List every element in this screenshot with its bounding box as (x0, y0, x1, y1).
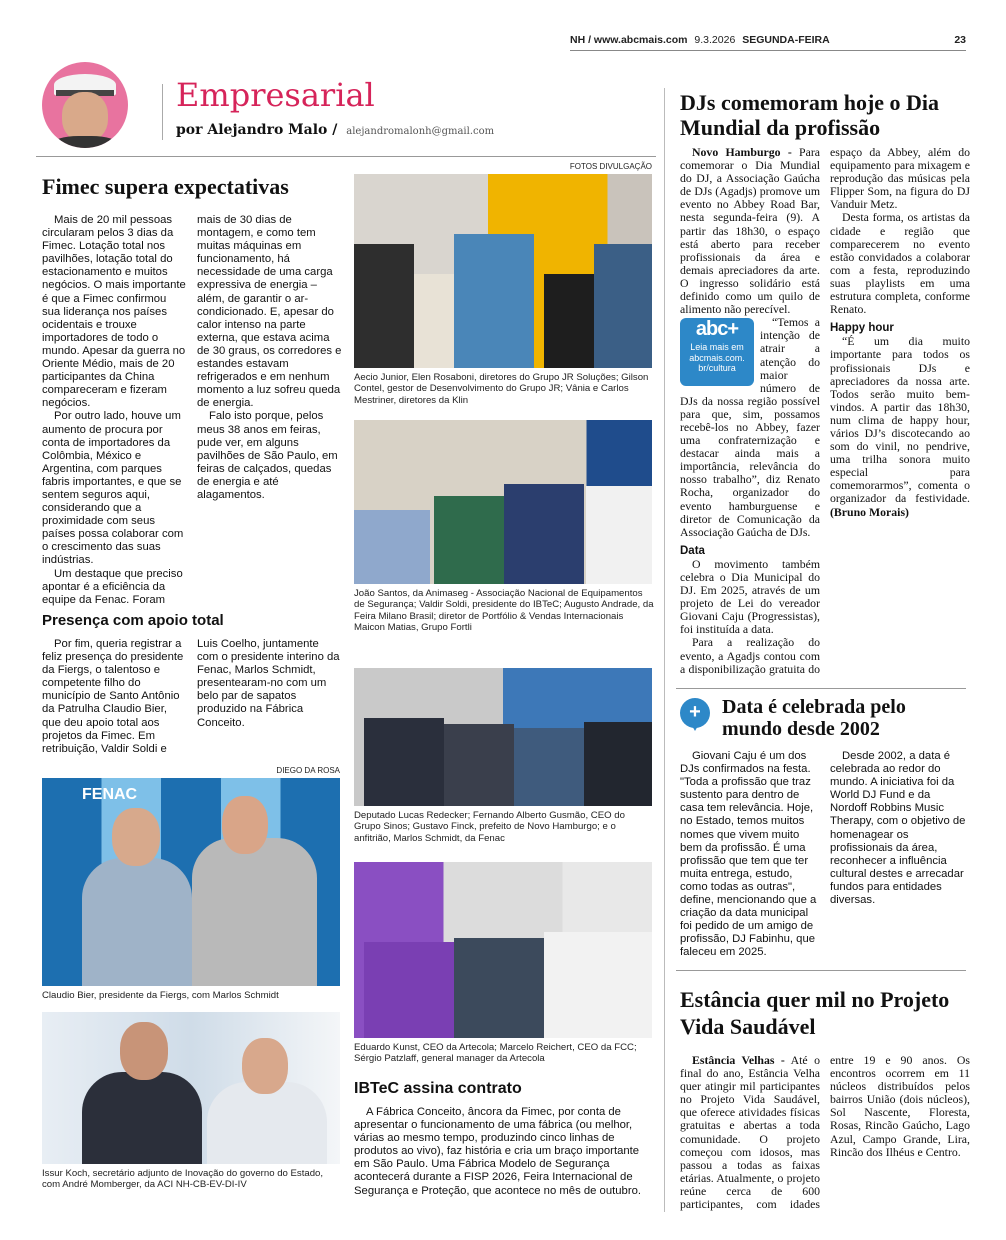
person-shape (586, 486, 652, 584)
caption-redecker: Deputado Lucas Redecker; Fernando Alberto Gusmão, CEO do Grupo Sinos; Gustavo Finck, prefeito de Novo Hamburgo; e o anfitrião, Marlos Schmidt, da Fenac (354, 810, 625, 844)
article-body-ibtec (354, 1106, 654, 1198)
paragraph: “É um dia muito importante para todos os profissionais DJs e apreciadores da nossa arte. Todos serão muito bem-vindos. A partir das 18h30, num clima de happy hour, vários DJ’s discotecando ao som do vinil, no pendrive, uma trilha sonora muito especial para comemorarmos”, comenta o organizador da festividade. (Bruno Morais) (830, 334, 970, 519)
photo-artecola (354, 862, 652, 1038)
promo-text: Leia mais em abcmais.com. br/cultura (680, 342, 754, 374)
paragraph: Falo isto porque, pelos meus 38 anos em feiras, pude ver, em alguns pavilhões de São Paulo, em feiras de calçados, quedas de energia e até alagamentos. (197, 410, 338, 501)
caption-claudio-bier: Claudio Bier, presidente da Fiergs, com Marlos Schmidt (42, 990, 279, 1001)
paragraph: Novo Hamburgo - Para comemorar o Dia Mundial do DJ, a Associação Gaúcha de DJs (Agadjs) promove um evento no Abbey Road Bar, nesta segunda-feira (9). A partir das 18h30, o espaço está aberto para receber profissionais da área e demais apreciadores da arte. O ingresso solidário está definido como um quilo de alimento não perecível. (680, 145, 820, 317)
paragraph: Um destaque que preciso apontar é a eficiência da equipe da Fenac. Foram mais de 30 dias de montagem, e como tem muitas máquinas em funcionamento, há necessidade de uma carga expressiva de energia – além, de garantir o ar-condicionado. E, apesar do calor intenso na parte externa, que estava acima de 30 graus, os corredores e estandes estavam refrigerados e em nenhum momento a luz sofreu queda de energia. (42, 214, 342, 606)
abcmais-promo-box[interactable] (680, 318, 754, 386)
paragraph: Desde 2002, a data é celebrada ao redor do mundo. A iniciativa foi da World DJ Fund e da Nordoff Robbins Music Therapy, com o objetivo de homenagear os profissionais da área, reconhecer a influência cultural destes e arrecadar fundos para entidades diversas. (830, 750, 966, 907)
paragraph: O movimento também celebra o Dia Municipal do DJ. Em 2025, através de um projeto de Lei do vereador Giovani Caju (Progressistas), foi instituída a data. (680, 556, 820, 637)
section-divider (676, 688, 966, 689)
article-body-estancia (680, 1054, 970, 1224)
article-body-data (680, 750, 970, 966)
header-divider (570, 50, 966, 51)
paragraph: “Temos a intenção de atrair a atenção do maior número de DJs da nossa região possível para que, sim, possamos recebê-los no Abbey, fazer uma confraternização e destacar ainda mais a importância, relevância do nosso trabalho”, diz Renato Rocha, organizador do evento hamburguense e diretor de Comunicação da Associação Gaúcha de DJs. (680, 315, 820, 539)
caption-grupo-jr: Aecio Junior, Elen Rosaboni, diretores do Grupo JR Soluções; Gilson Contel, gestor de Desenvolvimento do Grupo JR; Vânia e Carlos Mestriner, diretores da Klin (354, 372, 649, 406)
article-title-estancia: Estância quer mil no Projeto Vida Saudável (680, 987, 950, 1039)
paragraph: Para a realização do evento, a Agadjs contou com a disponibilização gratuita do espaço da Abbey, além do equipamento para mixagem e reprodução das músicas pela Flipper Som, na figura do DJ Vanduir Metz. (680, 145, 970, 676)
person-shape (364, 942, 454, 1038)
author-email[interactable]: alejandromalonh@gmail.com (346, 126, 495, 137)
plus-icon: + (680, 698, 710, 728)
abcmais-logo: abc+ (695, 318, 739, 341)
author-signature: (Bruno Morais) (830, 504, 909, 519)
person-face-shape (242, 1038, 288, 1094)
subheading-happy-hour: Happy hour (830, 322, 894, 335)
photo-redecker (354, 668, 652, 806)
person-shape (354, 244, 414, 368)
site-url: NH / www.abcmais.com (570, 34, 688, 46)
columnist-avatar (42, 62, 128, 148)
person-shape (354, 510, 430, 584)
column-header-rule (36, 156, 656, 157)
person-shape (82, 858, 192, 986)
author-name: por Alejandro Malo / (176, 122, 338, 138)
person-shape (434, 496, 504, 584)
paragraph: Por fim, queria registrar a feliz presença do presidente da Fiergs, o talentoso e competente filho do município de Santo Antônio da Patrulha Claudio Bier, que deu apoio total aos projetos da Fimec. Em retribuição, Valdir Soldi e Luis Coelho, juntamente com o presidente interino da Fenac, Marlos Schmidt, presentearam-no com um belo par de sapatos produzido na Fábrica Conceito. (42, 638, 340, 755)
article-title-ibtec: IBTeC assina contrato (354, 1080, 522, 1097)
face-shape (62, 92, 108, 142)
person-shape (584, 722, 652, 806)
photo-ibtec (354, 420, 652, 584)
column-divider (664, 88, 665, 1212)
byline (176, 122, 494, 138)
person-shape (364, 718, 444, 806)
person-shape (544, 274, 594, 368)
photo-credit-main: FOTOS DIVULGAÇÃO (569, 162, 652, 171)
section-title: Empresarial (176, 76, 375, 114)
photo-claudio-bier (42, 778, 340, 986)
person-face-shape (112, 808, 160, 866)
person-shape (594, 244, 652, 368)
article-body-djs (680, 146, 970, 682)
paragraph: Estância Velhas - Até o final do ano, Estância Velha quer atingir mil participantes no Projeto Vida Saudável, que oferece atividades físicas gratuitas e abertas a toda comunidade. O projeto começou com idosos, mas passou a todas as faixas etárias. Atualmente, o projeto reúne cerca de 600 participantes, com idades entre 19 e 90 anos. Os encontros ocorrem em 11 núcleos distribuídos pelos bairros União (dois núcleos), Sol Nascente, Floresta, Rosas, Rincão Gaúcho, Lago Azul, Campo Grande, Lira, Rincão dos Ilhéus e Centro. (680, 1053, 970, 1212)
subheading-data: Data (680, 544, 705, 557)
caption-ibtec-photo: João Santos, da Animaseg - Associação Nacional de Equipamentos de Segurança; Valdir Soldi, presidente do IBTeC; Augusto Andrade, da Feira Milano Brasil; diretor de Portfólio & Vendas Internacionais Maicon Matias, Grupo Fortli (354, 588, 654, 634)
page-number: 23 (954, 34, 966, 46)
page-header (570, 34, 966, 50)
person-shape (82, 1072, 202, 1164)
article-body-fimec (42, 214, 342, 610)
paragraph: A Fábrica Conceito, âncora da Fimec, por conta de apresentar o funcionamento de uma fábrica (ou melhor, várias ao mesmo tempo, produzindo cinco linhas de produtos ao vivo), faz história e cria um braço importante em São Paulo. Uma Fábrica Modelo de Segurança acontecerá durante a FISP 2026, Feira Internacional de Segurança e Proteção, que acontece no mês de outubro. (354, 1106, 642, 1197)
person-shape (454, 938, 544, 1038)
person-shape (207, 1082, 327, 1164)
column-header-divider (162, 84, 163, 140)
section-divider (676, 970, 966, 971)
photo-grupo-jr (354, 174, 652, 368)
issue-date: 9.3.2026 (694, 34, 736, 46)
article-title-fimec: Fimec supera expectativas (42, 174, 289, 199)
caption-issur-koch: Issur Koch, secretário adjunto de Inovação do governo do Estado, com André Momberger, da ACI NH-CB-EV-DI-IV (42, 1168, 324, 1191)
dateline: Estância Velhas - (692, 1053, 785, 1067)
article-title-djs: DJs comemoram hoje o Dia Mundial da profissão (680, 90, 940, 140)
person-face-shape (120, 1022, 168, 1080)
issue-weekday: SEGUNDA-FEIRA (742, 34, 830, 46)
promo-link[interactable]: abcmais.com. (689, 352, 745, 363)
person-shape (454, 234, 534, 368)
photo-credit-left: DIEGO DA ROSA (276, 766, 340, 775)
article-title-data: Data é celebrada pelo mundo desde 2002 (722, 696, 906, 740)
subtitle-presenca: Presença com apoio total (42, 612, 224, 629)
paragraph: Giovani Caju é um dos DJs confirmados na festa. "Toda a profissão que traz sustento para dentro de casa tem relevância. Hoje, no Estado, temos muitos nomes que vivem muito bem da profissão. É uma profissão que tem que ter muita entrega, estudo, como todas as outras", define, mencionando que a criação da data municipal foi pedido de um amigo de profissão, DJ Fabinhu, que faleceu em 2025. (680, 750, 817, 959)
article-body-presenca (42, 638, 342, 760)
paragraph: Desta forma, os artistas da cidade e região que comparecerem no evento estão convidados a colaborar com a festa, reproduzindo suas playlists em uma estrutura completa, conforme Renato. (830, 210, 970, 317)
person-shape (514, 728, 584, 806)
photo-issur-koch (42, 1012, 340, 1164)
person-shape (504, 484, 584, 584)
paragraph: Por outro lado, houve um aumento de procura por conta de importadores da Colômbia, México e Argentina, com parques fabris importantes, e que se sentem seguros aqui, considerando que a proximidade com seus países possa colaborar com o crescimento das suas indústrias. (42, 410, 184, 567)
caption-artecola: Eduardo Kunst, CEO da Artecola; Marcelo Reichert, CEO da FCC; Sérgio Patzlaff, general manager da Artecola (354, 1042, 637, 1065)
person-face-shape (222, 796, 268, 854)
person-shape (444, 724, 514, 806)
person-shape (544, 932, 652, 1038)
shirt-shape (52, 136, 118, 148)
dateline: Novo Hamburgo - (692, 145, 792, 159)
paragraph: Mais de 20 mil pessoas circularam pelos 3 dias da Fimec. Lotação total nos pavilhões, lotação total do estacionamento e muitos negócios. O mais importante é que a Fimec confirmou sua liderança nos países ocidentais e trouxe importadores de todo o mundo. Apesar da guerra no Oriente Médio, mais de 20 participantes da China compareceram e fizeram negócios. (42, 214, 186, 410)
person-shape (192, 838, 317, 986)
backdrop-logo: FENAC (82, 786, 138, 803)
